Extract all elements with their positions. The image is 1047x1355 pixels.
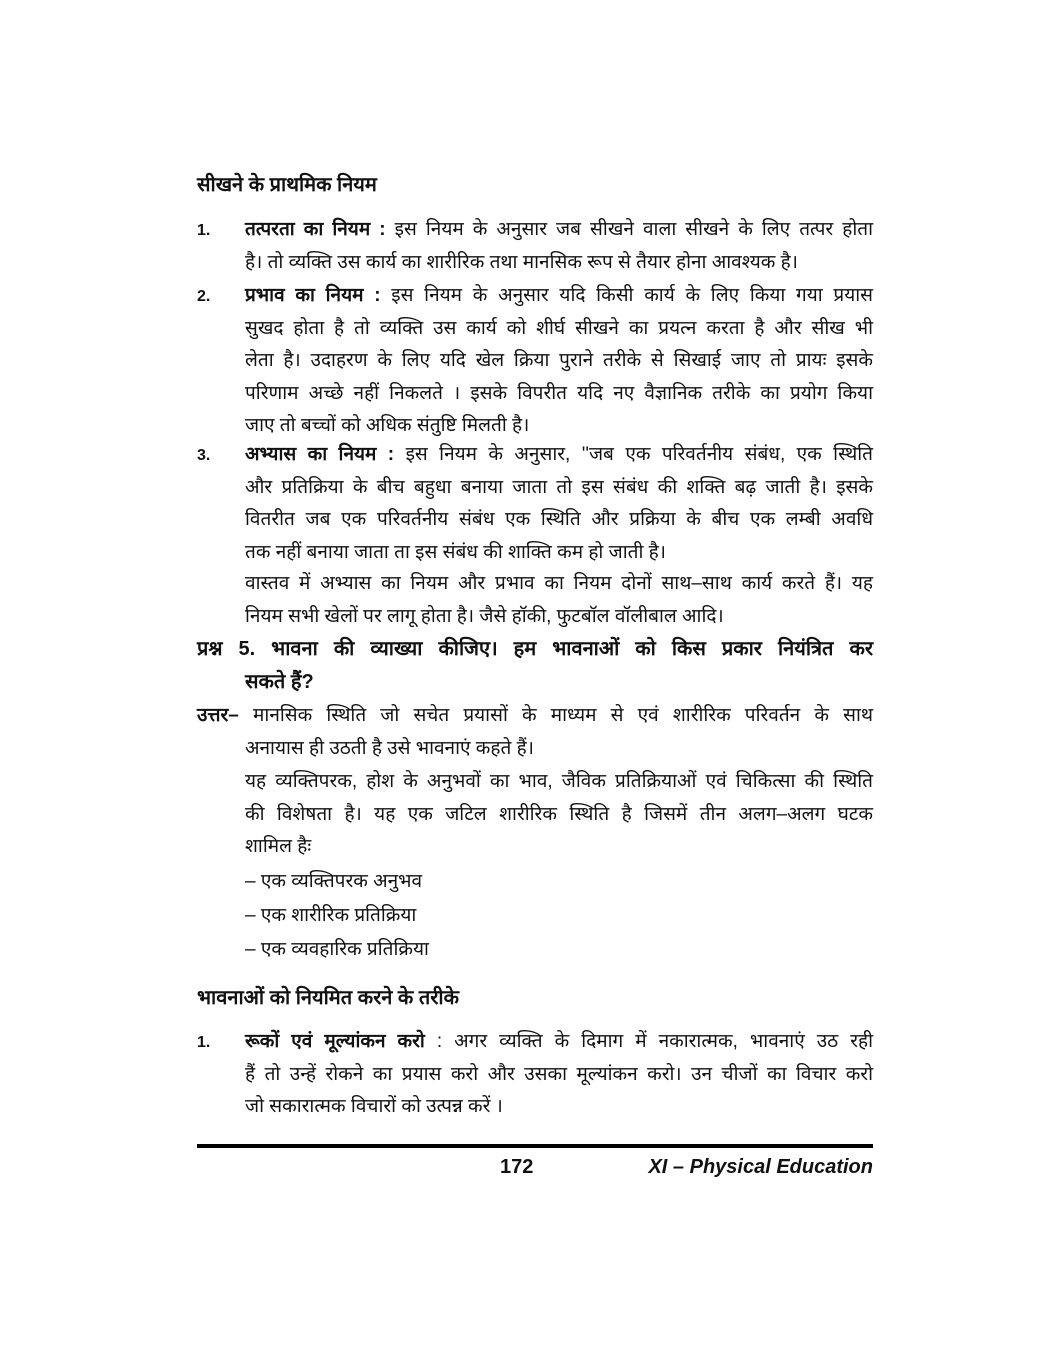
answer-label: उत्तर– (197, 705, 239, 726)
text-line: यह व्यक्तिपरक, होश के अनुभवों का भाव, जैविक प्रतिक्रियाओं एवं चिकित्सा की स्थिति (245, 771, 873, 792)
section-heading-learning-rules: सीखने के प्राथमिक नियम (197, 174, 377, 196)
text-line: की विशेषता है। यह एक जटिल शारीरिक स्थिति है जिसमें तीन अलग–अलग घटक (245, 803, 873, 825)
item-number: 3. (197, 447, 211, 464)
text-line: वितरीत जब एक परिवर्तनीय संबंध एक स्थिति और प्रक्रिया के बीच एक लम्बी अवधि (245, 509, 873, 530)
list-item: – एक शारीरिक प्रतिक्रिया (245, 904, 417, 926)
text-line: मानसिक स्थिति जो सचेत प्रयासों के माध्यम से एवं शारीरिक परिवर्तन के साथ (253, 705, 874, 726)
item-number: 2. (197, 288, 211, 305)
list-item: – एक व्यक्तिपरक अनुभव (245, 870, 423, 892)
page-number: 172 (500, 1156, 534, 1178)
note-paragraph (197, 568, 873, 633)
text-line: लेता है। उदाहरण के लिए यदि खेल क्रिया पुराने तरीके से सिखाई जाए तो प्रायः इसके (245, 350, 873, 371)
rule-item-3 (197, 439, 873, 569)
text-line: अनायास ही उठती है उसे भावनाएं कहते हैं। (245, 737, 534, 759)
text-line: और प्रतिक्रिया के बीच बहुधा बनाया जाता तो इस संबंध की शक्ति बढ़ जाती है। इसके (245, 476, 873, 498)
item-number: 1. (197, 1034, 211, 1051)
method-label: रूकों एवं मूल्यांकन करो (245, 1031, 425, 1052)
text-line: इस नियम के अनुसार यदि किसी कार्य के लिए किया गया प्रयास (391, 285, 873, 306)
text-line: परिणाम अच्छे नहीं निकलते । इसके विपरीत यदि नए वैज्ञानिक तरीके का प्रयोग किया (245, 382, 873, 404)
text-line: सुखद होता है तो व्यक्ति उस कार्य को शीर्घ सीखने का प्रयत्न करता है और सीख भी (245, 317, 873, 339)
item-number: 1. (197, 222, 211, 239)
text-line: जाए तो बच्चों को अधिक संतुष्टि मिलती है। (245, 415, 530, 436)
question-line: प्रश्न 5. भावना की व्याख्या कीजिए। हम भावनाओं को किस प्रकार नियंत्रित कर (197, 638, 873, 660)
footer-divider (197, 1144, 873, 1148)
question-5 (197, 633, 873, 698)
rule-item-1 (197, 214, 873, 279)
rule-item-2 (197, 280, 873, 443)
list-item: – एक व्यवहारिक प्रतिक्रिया (245, 938, 429, 960)
rule-label: अभ्यास का नियम : (245, 444, 395, 465)
text-line: इस नियम के अनुसार, ''जब एक परिवर्तनीय संबंध, एक स्थिति (405, 444, 874, 465)
rule-label: प्रभाव का नियम : (245, 285, 381, 306)
text-line: तक नहीं बनाया जाता ता इस संबंध की शाक्ति कम हो जाती है। (245, 541, 666, 563)
method-item-1 (197, 1026, 873, 1124)
text-line: नियम सभी खेलों पर लागू होता है। जैसे हॉकी, फुटबॉल वॉलीबाल आदि। (245, 605, 724, 627)
text-line: है। तो व्यक्ति उस कार्य का शारीरिक तथा मानसिक रूप से तैयार होना आवश्यक है। (245, 251, 798, 273)
answer (197, 700, 873, 967)
text-line: हैं तो उन्हें रोकने का प्रयास करो और उसका मूल्यांकन करो। उन चीजों का विचार करो (245, 1063, 873, 1085)
text-line: इस नियम के अनुसार जब सीखने वाला सीखने के लिए तत्पर होता (394, 219, 873, 240)
text-line: जो सकारात्मक विचारों को उत्पन्न करें । (245, 1096, 503, 1117)
footer-book-title: XI – Physical Education (648, 1156, 873, 1178)
rule-label: तत्परता का नियम : (245, 219, 386, 240)
text-line: : अगर व्यक्ति के दिमाग में नकारात्मक, भावनाएं उठ रही (424, 1031, 873, 1052)
section-heading-regulating-emotions: भावनाओं को नियमित करने के तरीके (197, 987, 459, 1009)
question-line: सकते हैं? (245, 670, 314, 693)
text-line: शामिल हैः (245, 836, 312, 857)
text-line: वास्तव में अभ्यास का नियम और प्रभाव का नियम दोनों साथ–साथ कार्य करते हैं। यह (245, 573, 873, 594)
